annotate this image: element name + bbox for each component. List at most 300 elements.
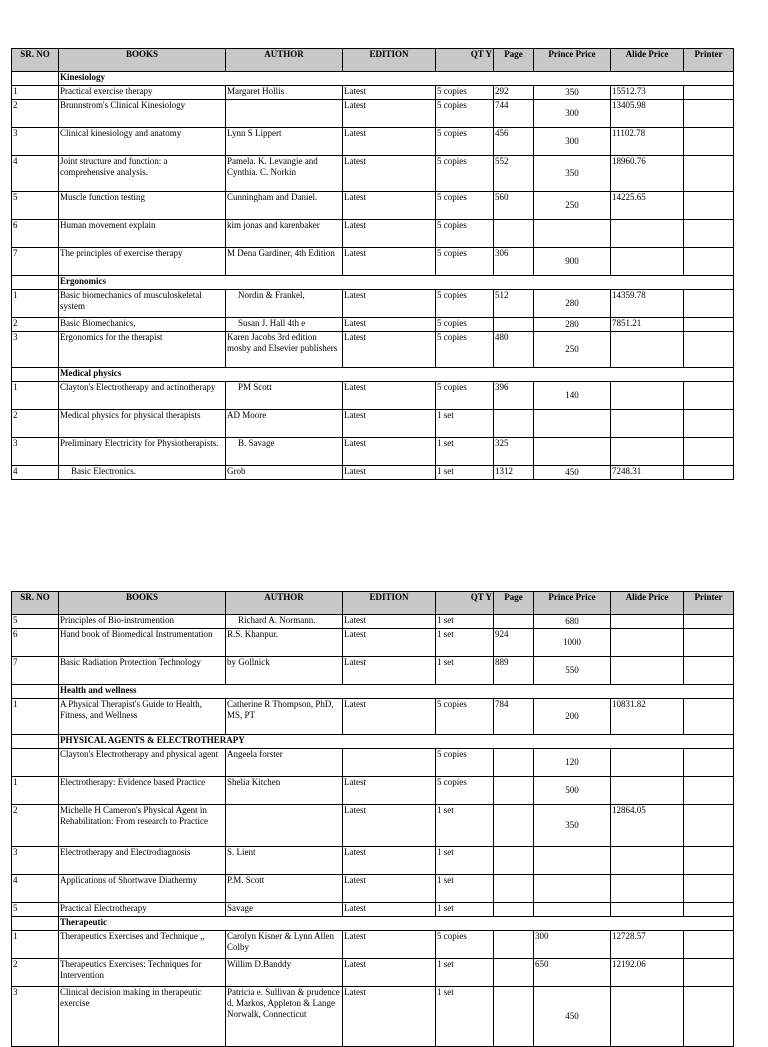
alide-price-cell: 12192.06 <box>611 959 684 987</box>
sr-no-cell: 4 <box>12 466 59 480</box>
printer-cell <box>684 466 734 480</box>
qty-cell: 5 copies <box>436 382 494 410</box>
printer-cell <box>684 987 734 1047</box>
alide-price-cell: 13405.98 <box>611 100 684 128</box>
sr-no-cell: 3 <box>12 847 59 875</box>
table-header <box>12 49 734 72</box>
author-cell: Carolyn Kisner & Lynn Allen Colby <box>226 931 343 959</box>
alide-price-cell <box>611 749 684 777</box>
table-row <box>12 987 734 1047</box>
prince-price-cell: 300 <box>534 100 611 128</box>
qty-cell: 5 copies <box>436 220 494 248</box>
sr-no-cell: 1 <box>12 290 59 318</box>
prince-price-cell <box>534 220 611 248</box>
printer-cell <box>684 847 734 875</box>
page-cell <box>494 410 534 438</box>
alide-price-cell <box>611 847 684 875</box>
prince-price-cell: 250 <box>534 192 611 220</box>
edition-cell: Latest <box>343 987 436 1047</box>
author-cell: PM Scott <box>226 382 343 410</box>
qty-cell: 1 set <box>436 410 494 438</box>
prince-price-cell: 350 <box>534 156 611 192</box>
prince-price-cell <box>534 438 611 466</box>
book-cell: Therapeutics Exercises and Technique ,, <box>59 931 226 959</box>
qty-cell: 1 set <box>436 657 494 685</box>
book-cell: Ergonomics for the therapist <box>59 332 226 368</box>
book-cell: Brunnstrom's Clinical Kinesiology <box>59 100 226 128</box>
page-cell: 325 <box>494 438 534 466</box>
alide-price-cell: 11102.78 <box>611 128 684 156</box>
book-cell: Basic Electronics. <box>59 466 226 480</box>
alide-price-cell <box>611 629 684 657</box>
printer-cell <box>684 128 734 156</box>
sr-no-cell: 7 <box>12 248 59 276</box>
prince-price-cell: 140 <box>534 382 611 410</box>
alide-price-cell: 15512.73 <box>611 86 684 100</box>
page-cell <box>494 987 534 1047</box>
table-row <box>12 931 734 959</box>
alide-price-cell <box>611 987 684 1047</box>
book-cell: Practical exercise therapy <box>59 86 226 100</box>
sr-no-cell: 5 <box>12 615 59 629</box>
qty-cell: 5 copies <box>436 192 494 220</box>
edition-cell: Latest <box>343 805 436 847</box>
table-row <box>12 805 734 847</box>
author-cell: by Gollnick <box>226 657 343 685</box>
page-cell <box>494 931 534 959</box>
prince-price-cell: 300 <box>534 931 611 959</box>
column-header-printer: Printer <box>684 49 734 72</box>
table-row <box>12 156 734 192</box>
table-row <box>12 318 734 332</box>
qty-cell: 1 set <box>436 987 494 1047</box>
table-row <box>12 192 734 220</box>
sr-no-cell: 1 <box>12 699 59 735</box>
section-title: PHYSICAL AGENTS & ELECTROTHERAPY <box>59 735 734 749</box>
table-row <box>12 382 734 410</box>
edition-cell: Latest <box>343 959 436 987</box>
author-cell: Pamela. K. Levangie and Cynthia. C. Norkin <box>226 156 343 192</box>
qty-cell: 1 set <box>436 959 494 987</box>
alide-price-cell <box>611 332 684 368</box>
prince-price-cell: 680 <box>534 615 611 629</box>
prince-price-cell: 280 <box>534 318 611 332</box>
qty-cell: 1 set <box>436 438 494 466</box>
page-cell: 480 <box>494 332 534 368</box>
edition-cell: Latest <box>343 615 436 629</box>
prince-price-cell: 1000 <box>534 629 611 657</box>
printer-cell <box>684 959 734 987</box>
qty-cell: 1 set <box>436 847 494 875</box>
page-cell: 456 <box>494 128 534 156</box>
qty-cell: 5 copies <box>436 931 494 959</box>
alide-price-cell: 7851.21 <box>611 318 684 332</box>
prince-price-cell: 450 <box>534 987 611 1047</box>
author-cell: Savage <box>226 903 343 917</box>
prince-price-cell <box>534 847 611 875</box>
table-body <box>12 72 734 480</box>
prince-price-cell <box>534 903 611 917</box>
book-cell: Electrotherapy: Evidence based Practice <box>59 777 226 805</box>
qty-cell: 1 set <box>436 629 494 657</box>
sr-no-cell: 2 <box>12 805 59 847</box>
sr-no-cell: 2 <box>12 100 59 128</box>
qty-cell: 1 set <box>436 875 494 903</box>
author-cell: Lynn S Lippert <box>226 128 343 156</box>
author-cell: Cunningham and Daniel. <box>226 192 343 220</box>
prince-price-cell: 300 <box>534 128 611 156</box>
qty-cell: 1 set <box>436 805 494 847</box>
qty-cell: 5 copies <box>436 777 494 805</box>
table-row <box>12 86 734 100</box>
prince-price-cell: 500 <box>534 777 611 805</box>
qty-cell: 5 copies <box>436 332 494 368</box>
section-title: Ergonomics <box>59 276 734 290</box>
section-row <box>12 917 734 931</box>
section-title: Therapeutic <box>59 917 734 931</box>
printer-cell <box>684 86 734 100</box>
sr-no-cell: 5 <box>12 192 59 220</box>
qty-cell: 5 copies <box>436 86 494 100</box>
edition-cell <box>343 749 436 777</box>
edition-cell: Latest <box>343 100 436 128</box>
page-cell: 889 <box>494 657 534 685</box>
column-header-sr-no: SR. NO <box>12 49 59 72</box>
printer-cell <box>684 410 734 438</box>
book-cell: Basic Biomechanics, <box>59 318 226 332</box>
author-cell: Nordin & Frankel, <box>226 290 343 318</box>
page-cell <box>494 805 534 847</box>
table-row <box>12 959 734 987</box>
table-row <box>12 220 734 248</box>
table-row <box>12 615 734 629</box>
page-cell: 306 <box>494 248 534 276</box>
prince-price-cell: 120 <box>534 749 611 777</box>
page-cell: 744 <box>494 100 534 128</box>
book-cell: Basic biomechanics of musculoskeletal system <box>59 290 226 318</box>
printer-cell <box>684 777 734 805</box>
column-header-alide-price: Alide Price <box>611 49 684 72</box>
prince-price-cell: 650 <box>534 959 611 987</box>
column-header-printer: Printer <box>684 592 734 615</box>
page-cell <box>494 749 534 777</box>
prince-price-cell: 900 <box>534 248 611 276</box>
prince-price-cell: 350 <box>534 86 611 100</box>
qty-cell: 5 copies <box>436 156 494 192</box>
qty-cell: 1 set <box>436 903 494 917</box>
author-cell: M Dena Gardiner, 4th Edition <box>226 248 343 276</box>
prince-price-cell: 550 <box>534 657 611 685</box>
author-cell: S. Lient <box>226 847 343 875</box>
alide-price-cell <box>611 903 684 917</box>
section-row <box>12 735 734 749</box>
author-cell: Patricia e. Sullivan & prudence d. Markos, Appleton & Lange Norwalk, Connecticut <box>226 987 343 1047</box>
book-cell: Clinical kinesiology and anatomy <box>59 128 226 156</box>
alide-price-cell: 12864.05 <box>611 805 684 847</box>
printer-cell <box>684 382 734 410</box>
column-header-author: AUTHOR <box>226 49 343 72</box>
author-cell: Willim D.Banddy <box>226 959 343 987</box>
prince-price-cell <box>534 410 611 438</box>
sr-no-cell: 6 <box>12 220 59 248</box>
page-cell <box>494 318 534 332</box>
author-cell: Shelia Kitchen <box>226 777 343 805</box>
column-header-qty: QT Y <box>436 49 494 72</box>
table-row <box>12 699 734 735</box>
sr-no-cell: 2 <box>12 959 59 987</box>
author-cell: Richard A. Normann. <box>226 615 343 629</box>
sr-no-cell: 3 <box>12 438 59 466</box>
alide-price-cell: 18960.76 <box>611 156 684 192</box>
sr-no-cell: 4 <box>12 875 59 903</box>
printer-cell <box>684 156 734 192</box>
page-cell: 552 <box>494 156 534 192</box>
page-cell <box>494 847 534 875</box>
author-cell <box>226 100 343 128</box>
column-header-author: AUTHOR <box>226 592 343 615</box>
book-cell: A Physical Therapist's Guide to Health, Fitness, and Wellness <box>59 699 226 735</box>
edition-cell: Latest <box>343 875 436 903</box>
table-body <box>12 615 734 1047</box>
empty-cell <box>12 917 59 931</box>
qty-cell: 5 copies <box>436 128 494 156</box>
table-row <box>12 438 734 466</box>
qty-cell: 5 copies <box>436 100 494 128</box>
book-cell: Michelle H Cameron's Physical Agent in Rehabilitation: From research to Practice <box>59 805 226 847</box>
book-cell: Clayton's Electrotherapy and actinotherapy <box>59 382 226 410</box>
alide-price-cell <box>611 875 684 903</box>
qty-cell: 5 copies <box>436 318 494 332</box>
edition-cell: Latest <box>343 192 436 220</box>
alide-price-cell: 7248.31 <box>611 466 684 480</box>
author-cell: R.S. Khanpur. <box>226 629 343 657</box>
prince-price-cell: 350 <box>534 805 611 847</box>
alide-price-cell <box>611 777 684 805</box>
sr-no-cell: 1 <box>12 931 59 959</box>
qty-cell: 5 copies <box>436 248 494 276</box>
printer-cell <box>684 100 734 128</box>
sr-no-cell: 3 <box>12 332 59 368</box>
table-row <box>12 749 734 777</box>
sr-no-cell: 1 <box>12 382 59 410</box>
column-header-qty: QT Y <box>436 592 494 615</box>
alide-price-cell: 14225.65 <box>611 192 684 220</box>
table-row <box>12 410 734 438</box>
sr-no-cell: 1 <box>12 86 59 100</box>
edition-cell: Latest <box>343 220 436 248</box>
book-cell: Applications of Shortwave Diathermy <box>59 875 226 903</box>
author-cell: P.M. Scott <box>226 875 343 903</box>
printer-cell <box>684 657 734 685</box>
page-cell: 512 <box>494 290 534 318</box>
table-row <box>12 332 734 368</box>
section-title: Kinesiology <box>59 72 734 86</box>
alide-price-cell: 10831.82 <box>611 699 684 735</box>
book-cell: Muscle function testing <box>59 192 226 220</box>
table-row <box>12 629 734 657</box>
prince-price-cell <box>534 875 611 903</box>
book-cell: Preliminary Electricity for Physiotherapists. <box>59 438 226 466</box>
book-cell: Hand book of Biomedical Instrumentation <box>59 629 226 657</box>
empty-cell <box>12 685 59 699</box>
empty-cell <box>12 72 59 86</box>
sr-no-cell: 2 <box>12 318 59 332</box>
edition-cell: Latest <box>343 438 436 466</box>
book-cell: Joint structure and function: a comprehensive analysis. <box>59 156 226 192</box>
sr-no-cell: 6 <box>12 629 59 657</box>
empty-cell <box>12 276 59 290</box>
edition-cell: Latest <box>343 931 436 959</box>
edition-cell: Latest <box>343 410 436 438</box>
printer-cell <box>684 332 734 368</box>
column-header-page: Page <box>494 49 534 72</box>
alide-price-cell <box>611 382 684 410</box>
column-header-books: BOOKS <box>59 49 226 72</box>
edition-cell: Latest <box>343 657 436 685</box>
prince-price-cell: 200 <box>534 699 611 735</box>
author-cell <box>226 805 343 847</box>
author-cell: Catherine R Thompson, PhD, MS, PT <box>226 699 343 735</box>
qty-cell: 5 copies <box>436 290 494 318</box>
page-cell: 924 <box>494 629 534 657</box>
alide-price-cell <box>611 615 684 629</box>
alide-price-cell <box>611 410 684 438</box>
column-header-edition: EDITION <box>343 49 436 72</box>
column-header-books: BOOKS <box>59 592 226 615</box>
table-row <box>12 128 734 156</box>
edition-cell: Latest <box>343 290 436 318</box>
printer-cell <box>684 699 734 735</box>
page-cell: 560 <box>494 192 534 220</box>
alide-price-cell <box>611 248 684 276</box>
table-header <box>12 592 734 615</box>
edition-cell: Latest <box>343 156 436 192</box>
column-header-page: Page <box>494 592 534 615</box>
page-cell: 396 <box>494 382 534 410</box>
book-table-2 <box>11 591 734 1047</box>
prince-price-cell: 250 <box>534 332 611 368</box>
sr-no-cell: 5 <box>12 903 59 917</box>
printer-cell <box>684 318 734 332</box>
alide-price-cell: 14359.78 <box>611 290 684 318</box>
prince-price-cell: 450 <box>534 466 611 480</box>
author-cell: B. Savage <box>226 438 343 466</box>
printer-cell <box>684 438 734 466</box>
printer-cell <box>684 875 734 903</box>
book-cell: Basic Radiation Protection Technology <box>59 657 226 685</box>
empty-cell <box>12 735 59 749</box>
edition-cell: Latest <box>343 382 436 410</box>
qty-cell: 5 copies <box>436 749 494 777</box>
alide-price-cell: 12728.57 <box>611 931 684 959</box>
author-cell: Grob <box>226 466 343 480</box>
author-cell: Angeela forster <box>226 749 343 777</box>
page-cell <box>494 875 534 903</box>
table-row <box>12 290 734 318</box>
sr-no-cell: 1 <box>12 777 59 805</box>
edition-cell: Latest <box>343 777 436 805</box>
printer-cell <box>684 290 734 318</box>
edition-cell: Latest <box>343 466 436 480</box>
sr-no-cell: 3 <box>12 128 59 156</box>
column-header-sr-no: SR. NO <box>12 592 59 615</box>
edition-cell: Latest <box>343 847 436 875</box>
section-row <box>12 276 734 290</box>
book-cell: Therapeutics Exercises: Techniques for Intervention <box>59 959 226 987</box>
edition-cell: Latest <box>343 86 436 100</box>
printer-cell <box>684 220 734 248</box>
sr-no-cell: 3 <box>12 987 59 1047</box>
author-cell: AD Moore <box>226 410 343 438</box>
table-row <box>12 657 734 685</box>
table-row <box>12 466 734 480</box>
printer-cell <box>684 629 734 657</box>
qty-cell: 1 set <box>436 615 494 629</box>
sr-no-cell: 2 <box>12 410 59 438</box>
printer-cell <box>684 903 734 917</box>
page-cell: 292 <box>494 86 534 100</box>
author-cell: Margaret Hollis <box>226 86 343 100</box>
alide-price-cell <box>611 220 684 248</box>
book-cell: Principles of Bio-instrumention <box>59 615 226 629</box>
page-cell <box>494 615 534 629</box>
table-row <box>12 777 734 805</box>
book-table-1 <box>11 48 734 480</box>
section-row <box>12 72 734 86</box>
edition-cell: Latest <box>343 699 436 735</box>
column-header-alide-price: Alide Price <box>611 592 684 615</box>
column-header-edition: EDITION <box>343 592 436 615</box>
page-cell: 1312 <box>494 466 534 480</box>
table-row <box>12 903 734 917</box>
edition-cell: Latest <box>343 332 436 368</box>
edition-cell: Latest <box>343 318 436 332</box>
printer-cell <box>684 749 734 777</box>
section-title: Health and wellness <box>59 685 734 699</box>
book-cell: Medical physics for physical therapists <box>59 410 226 438</box>
author-cell: Susan J. Hall 4th e <box>226 318 343 332</box>
alide-price-cell <box>611 438 684 466</box>
column-header-prince-price: Prince Price <box>534 592 611 615</box>
table-row <box>12 875 734 903</box>
section-row <box>12 368 734 382</box>
page-cell <box>494 777 534 805</box>
table-row <box>12 248 734 276</box>
qty-cell: 1 set <box>436 466 494 480</box>
printer-cell <box>684 805 734 847</box>
printer-cell <box>684 192 734 220</box>
page-cell <box>494 903 534 917</box>
qty-cell: 5 copies <box>436 699 494 735</box>
book-cell: Practical Electrotherapy <box>59 903 226 917</box>
book-cell: Electrotherapy and Electrodiagnosis <box>59 847 226 875</box>
book-cell: Human movement explain <box>59 220 226 248</box>
table-row <box>12 847 734 875</box>
author-cell: Karen Jacobs 3rd edition mosby and Elsevier publishers <box>226 332 343 368</box>
book-cell: The principles of exercise therapy <box>59 248 226 276</box>
book-cell: Clinical decision making in therapeutic exercise <box>59 987 226 1047</box>
book-cell: Clayton's Electrotherapy and physical agent <box>59 749 226 777</box>
author-cell: kim jonas and karenbaker <box>226 220 343 248</box>
table-row <box>12 100 734 128</box>
sr-no-cell: 7 <box>12 657 59 685</box>
edition-cell: Latest <box>343 128 436 156</box>
section-title: Medical physics <box>59 368 734 382</box>
prince-price-cell: 280 <box>534 290 611 318</box>
edition-cell: Latest <box>343 629 436 657</box>
printer-cell <box>684 248 734 276</box>
printer-cell <box>684 931 734 959</box>
